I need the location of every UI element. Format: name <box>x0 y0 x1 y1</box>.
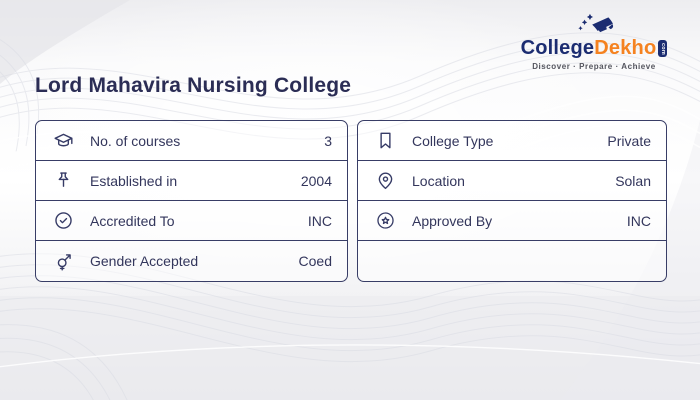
row-label: Gender Accepted <box>90 253 199 269</box>
row-value: Coed <box>298 253 332 269</box>
table-row-empty <box>358 241 666 281</box>
table-row-location <box>358 161 666 201</box>
location-pin-icon <box>374 170 396 192</box>
row-value: 3 <box>324 132 332 149</box>
info-table-right <box>357 120 667 282</box>
row-label: Accredited To <box>90 212 175 229</box>
logo-flying-cap-icon <box>574 12 614 39</box>
check-circle-icon <box>52 210 74 232</box>
logo-text-dekho: Dekho <box>594 37 657 59</box>
college-name-title: Lord Mahavira Nursing College <box>35 74 352 97</box>
collegedekho-logo[interactable] <box>514 12 674 71</box>
row-value: 2004 <box>300 172 332 189</box>
info-table-left <box>35 120 348 282</box>
row-value: INC <box>307 212 332 229</box>
college-info-tables <box>35 120 667 282</box>
logo-wordmark <box>514 37 674 60</box>
table-row-established <box>36 161 347 201</box>
pushpin-icon <box>52 170 74 192</box>
bookmark-icon <box>374 130 396 152</box>
row-value: Private <box>607 132 651 149</box>
row-label: Established in <box>90 172 178 189</box>
logo-tagline: Discover · Prepare · Achieve <box>532 62 656 71</box>
table-row-college-type <box>358 121 666 161</box>
row-label: No. of courses <box>90 132 181 149</box>
gender-icon <box>52 250 74 272</box>
row-value: INC <box>626 212 651 229</box>
graduation-cap-icon <box>52 130 74 152</box>
table-row-gender <box>36 241 347 281</box>
logo-text-college: College <box>520 37 595 59</box>
table-row-approved-by <box>358 201 666 241</box>
badge-star-icon <box>374 210 396 232</box>
table-row-accredited <box>36 201 347 241</box>
table-row-courses <box>36 121 347 161</box>
row-label: Location <box>412 172 465 189</box>
row-label: College Type <box>412 132 494 149</box>
logo-com-badge: com <box>658 40 667 57</box>
row-value: Solan <box>615 172 651 189</box>
row-label: Approved By <box>412 212 493 229</box>
